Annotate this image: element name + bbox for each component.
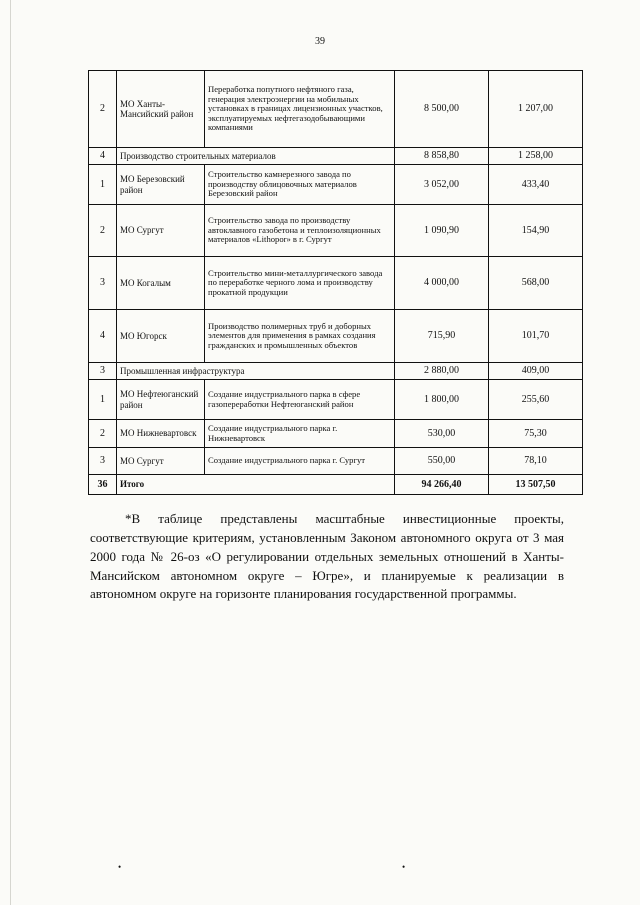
municipality-cell: МО Сургут [117,205,205,257]
value-cell: 1 258,00 [489,148,583,165]
municipality-cell: МО Нефтеюганский район [117,380,205,420]
cost-cell: 1 090,90 [395,205,489,257]
cost-cell: 1 800,00 [395,380,489,420]
table-row [89,448,583,475]
table-row [89,71,583,148]
value-cell: 433,40 [489,165,583,205]
value-cell: 255,60 [489,380,583,420]
cost-cell: 2 880,00 [395,363,489,380]
cost-cell: 3 052,00 [395,165,489,205]
footnote [90,510,564,604]
value-cell: 568,00 [489,257,583,310]
footnote-text: *В таблице представлены масштабные инвестиционные проекты, соответствующие критериям, установленным Законом автономного округа от 3 мая 2000 года № 26-оз «О регулировании отдельных земельных отношений в Ханты-Мансийском автономном округе – Югре», и планируемые к реализации в автономном округе на горизонте планирования государственной программы. [90,511,564,602]
total-value: 13 507,50 [489,475,583,495]
scan-mark-left: • [118,862,122,872]
municipality-cell: МО Сургут [117,448,205,475]
project-cell: Строительство камнерезного завода по производству облицовочных материалов Березовский район [205,165,395,205]
table-row [89,380,583,420]
cost-cell: 715,90 [395,310,489,363]
municipality-cell: МО Югорск [117,310,205,363]
value-cell: 101,70 [489,310,583,363]
row-number: 3 [89,448,117,475]
cost-cell: 4 000,00 [395,257,489,310]
project-cell: Создание индустриального парка г. Сургут [205,448,395,475]
section-row [89,148,583,165]
cost-cell: 8 500,00 [395,71,489,148]
value-cell: 78,10 [489,448,583,475]
project-cell: Строительство мини-металлургического завода по переработке черного лома и производству прокатной продукции [205,257,395,310]
row-number: 2 [89,71,117,148]
row-number: 4 [89,310,117,363]
row-number: 1 [89,380,117,420]
table-row [89,420,583,448]
investment-projects-table [88,70,583,495]
scan-edge-line [10,0,11,905]
cost-cell: 530,00 [395,420,489,448]
cost-cell: 550,00 [395,448,489,475]
scan-mark-right: • [402,862,406,872]
value-cell: 409,00 [489,363,583,380]
value-cell: 1 207,00 [489,71,583,148]
municipality-cell: МО Когалым [117,257,205,310]
row-number: 2 [89,205,117,257]
row-number: 2 [89,420,117,448]
section-title: Промышленная инфраструктура [117,363,395,380]
section-row [89,363,583,380]
table-row [89,257,583,310]
total-row [89,475,583,495]
municipality-cell: МО Нижневартовск [117,420,205,448]
municipality-cell: МО Березовский район [117,165,205,205]
page-number: 39 [315,36,325,47]
section-number: 3 [89,363,117,380]
municipality-cell: МО Ханты-Мансийский район [117,71,205,148]
project-cell: Строительство завода по производству автоклавного газобетона и теплоизоляционных материалов «Lithopor» в г. Сургут [205,205,395,257]
table-row [89,205,583,257]
section-title: Производство строительных материалов [117,148,395,165]
project-cell: Переработка попутного нефтяного газа, генерация электроэнергии на мобильных установках в границах лицензионных участков, эксплуатируемых нефтегазодобывающими компаниями [205,71,395,148]
total-label: Итого [117,475,395,495]
row-number: 1 [89,165,117,205]
total-count: 36 [89,475,117,495]
project-cell: Производство полимерных труб и доборных элементов для применения в рамках создания гражданских и промышленных объектов [205,310,395,363]
total-cost: 94 266,40 [395,475,489,495]
section-number: 4 [89,148,117,165]
cost-cell: 8 858,80 [395,148,489,165]
table-row [89,310,583,363]
project-cell: Создание индустриального парка в сфере газопереработки Нефтеюганский район [205,380,395,420]
project-cell: Создание индустриального парка г. Нижневартовск [205,420,395,448]
value-cell: 75,30 [489,420,583,448]
row-number: 3 [89,257,117,310]
value-cell: 154,90 [489,205,583,257]
table-row [89,165,583,205]
